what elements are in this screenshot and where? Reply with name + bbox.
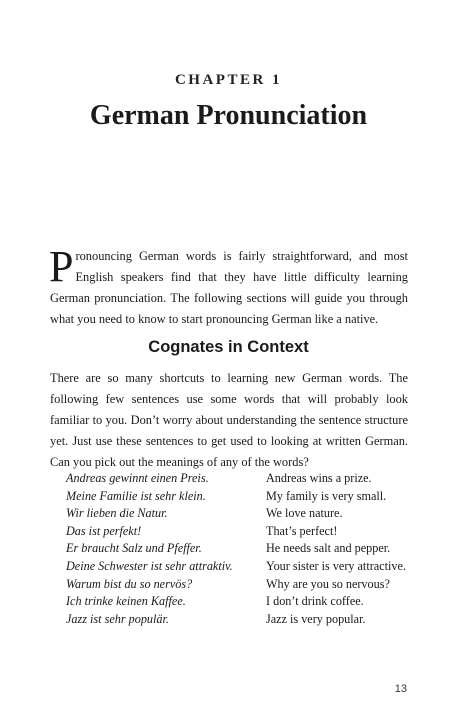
- example-row: [66, 470, 406, 488]
- example-row: [66, 593, 406, 611]
- english-translation: Why are you so nervous?: [266, 576, 390, 591]
- chapter-title: German Pronunciation: [89, 100, 368, 131]
- drop-cap: P: [49, 242, 74, 291]
- english-translation: That’s perfect!: [266, 523, 338, 538]
- intro-text: ronouncing German words is fairly straightforward, and most English speakers find that they have little difficulty learning German pronunciation. The following sections will guide you through what you need to know to start pronouncing German like a native.: [50, 249, 408, 326]
- section-paragraph: There are so many shortcuts to learning new German words. The following few sentences use some words that will probably look familiar to you. Don’t worry about understanding the sentence structure yet. Just use these sentences to get used to looking at written German. Can you pick out the meanings of any of the words?: [50, 371, 408, 469]
- english-translation: My family is very small.: [266, 488, 387, 503]
- chapter-label: CHAPTER 1: [174, 72, 283, 88]
- english-translation: Jazz is very popular.: [266, 611, 366, 626]
- german-sentence: Ich trinke keinen Kaffee.: [66, 594, 186, 609]
- english-translation: Andreas wins a prize.: [266, 471, 372, 485]
- example-row: [66, 576, 406, 594]
- section-heading: Cognates in Context: [148, 338, 309, 356]
- english-translation: He needs salt and pepper.: [266, 541, 391, 556]
- english-translation: I don’t drink coffee.: [266, 594, 364, 609]
- example-row: [66, 611, 406, 629]
- intro-paragraph: [49, 242, 408, 330]
- english-translation: We love nature.: [266, 506, 343, 521]
- example-row: [66, 540, 406, 558]
- german-sentence: Er braucht Salz und Pfeffer.: [66, 541, 202, 556]
- example-row: [66, 558, 406, 576]
- example-row: [66, 505, 406, 523]
- german-sentence: Andreas gewinnt einen Preis.: [66, 471, 209, 485]
- german-sentence: Wir lieben die Natur.: [66, 506, 168, 521]
- german-sentence: Warum bist du so nervös?: [66, 576, 193, 591]
- english-translation: Your sister is very attractive.: [266, 558, 406, 573]
- example-sentences: [66, 470, 406, 628]
- german-sentence: Jazz ist sehr populär.: [66, 611, 169, 626]
- page-number: 13: [394, 683, 407, 695]
- german-sentence: Meine Familie ist sehr klein.: [66, 488, 206, 503]
- german-sentence: Das ist perfekt!: [66, 523, 142, 538]
- example-row: [66, 523, 406, 541]
- german-sentence: Deine Schwester ist sehr attraktiv.: [66, 558, 233, 573]
- example-row: [66, 488, 406, 506]
